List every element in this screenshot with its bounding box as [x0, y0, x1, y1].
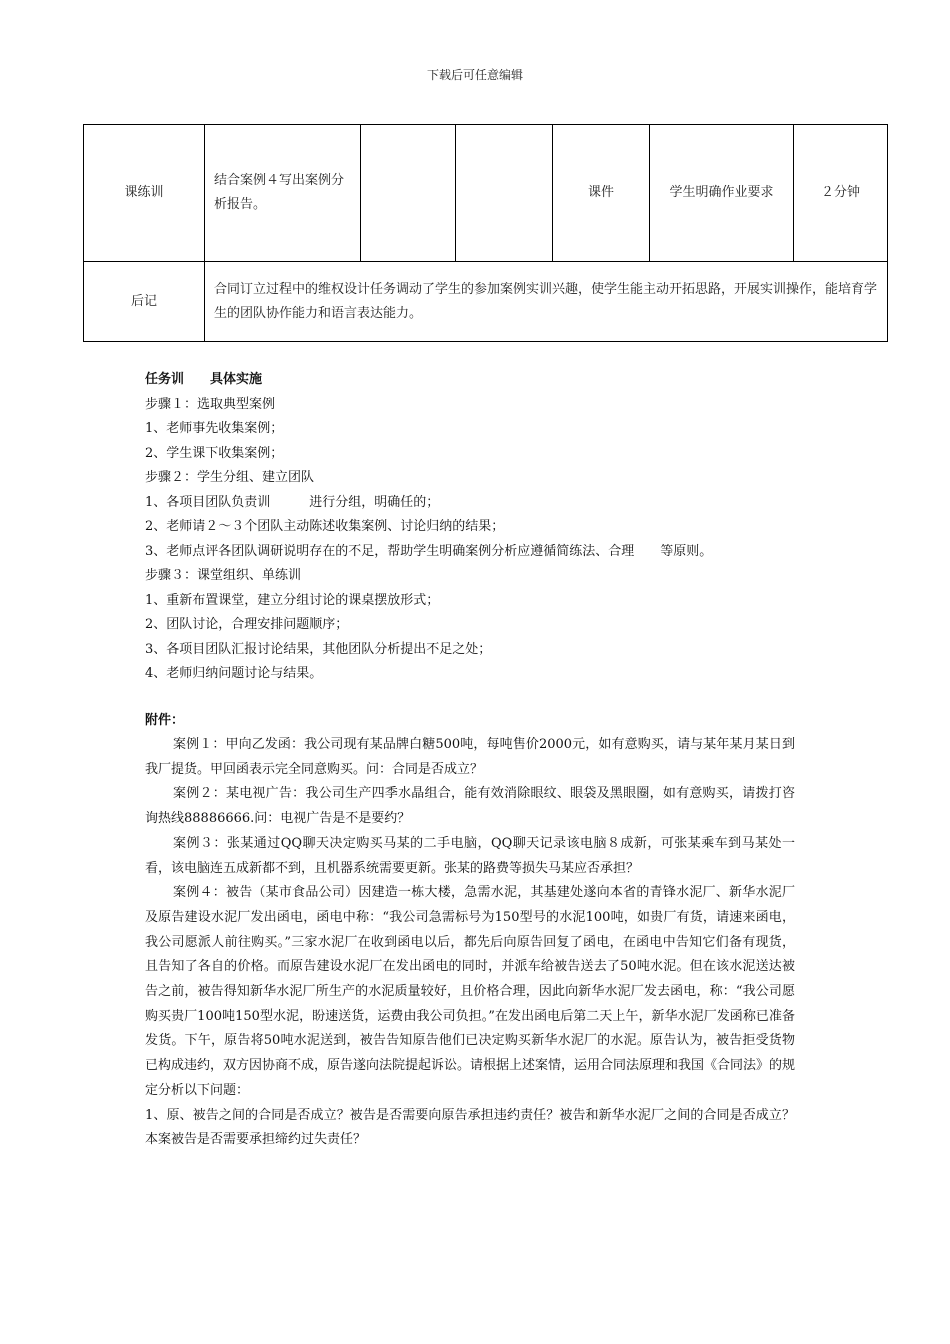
- task-step: 1、各项目团队负责训 进行分组，明确任的；: [145, 494, 440, 510]
- notes-label-cell: 后记: [84, 262, 205, 342]
- appendix-heading: 附件：: [145, 712, 185, 728]
- task-step: 4、老师归纳问题讨论与结果。: [145, 666, 323, 681]
- case-paragraph: 案例３：张某通过QQ聊天决定购买马某的二手电脑，QQ聊天记录该电脑８成新，可张某乘车到马某处一看，该电脑连五成新都不到，且机器系统需要更新。张某的路费等损失马某应否承担？: [145, 835, 795, 876]
- document-body: [145, 368, 795, 1153]
- table-row: [84, 125, 888, 262]
- requirement-cell: 学生明确作业要求: [650, 125, 794, 262]
- task-step: 2、团队讨论，合理安排问题顺序；: [145, 617, 349, 632]
- empty-cell: [456, 125, 553, 262]
- task-step: 2、学生课下收集案例；: [145, 445, 284, 461]
- task-step: 步骤１：选取典型案例: [145, 396, 276, 412]
- task-heading: 任务训 具体实施: [145, 372, 263, 387]
- task-step: 3、老师点评各团队调研说明存在的不足，帮助学生明确案例分析应遵循简练法、合理 等原则。: [145, 543, 713, 559]
- table-row: [84, 262, 888, 342]
- task-step: 1、重新布置课堂，建立分组讨论的课桌摆放形式；: [145, 592, 440, 608]
- task-description-cell: 结合案例４写出案例分析报告。: [205, 125, 361, 262]
- task-step: 3、各项目团队汇报讨论结果，其他团队分析提出不足之处；: [145, 641, 492, 657]
- task-step: 2、老师请２～３个团队主动陈述收集案例、讨论归纳的结果；: [145, 519, 505, 534]
- page-header: 下载后可任意编辑: [426, 68, 523, 82]
- task-step: 1、老师事先收集案例；: [145, 421, 284, 436]
- task-step: 步骤３：课堂组织、单练训: [145, 568, 302, 583]
- case-paragraph: 案例１：甲向乙发函：我公司现有某品牌白糖500吨，每吨售价2000元，如有意购买，请与某年某月某日到我厂提货。甲回函表示完全同意购买。问：合同是否成立？: [145, 737, 795, 777]
- task-step: 步骤２：学生分组、建立团队: [145, 470, 315, 485]
- material-cell: 课件: [553, 125, 650, 262]
- notes-text-cell: 合同订立过程中的维权设计任务调动了学生的参加案例实训兴趣，使学生能主动开拓思路，开展实训操作，能培育学生的团队协作能力和语言表达能力。: [205, 262, 888, 342]
- row-label-cell: 课练训: [84, 125, 205, 262]
- lesson-table: [83, 124, 888, 342]
- empty-cell: [361, 125, 456, 262]
- case-paragraph: 案例２：某电视广告：我公司生产四季水晶组合，能有效消除眼纹、眼袋及黑眼圈，如有意购买，请拨打咨询热线88886666.问：电视广告是不是要约？: [145, 786, 795, 827]
- question-paragraph: 1、原、被告之间的合同是否成立？被告是否需要向原告承担违约责任？被告和新华水泥厂之间的合同是否成立？本案被告是否需要承担缔约过失责任？: [145, 1107, 795, 1148]
- duration-cell: ２分钟: [794, 125, 888, 262]
- case-paragraph: 案例４：被告（某市食品公司）因建造一栋大楼，急需水泥，其基建处遂向本省的青锋水泥厂、新华水泥厂及原告建设水泥厂发出函电，函电中称：“我公司急需标号为150型号的水泥100吨，如贵厂有货，请速来函电，我公司愿派人前往购买。”三家水泥厂在收到函电以后，都先后向原告回复了函电，在函电中告知它们备有现货，且告知了各自的价格。而原告建设水泥厂在发出函电的同时，并派车给被告送去了50吨水泥。但在该水泥送达被告之前，被告得知新华水泥厂所生产的水泥质量较好，且价格合理，因此向新华水泥厂发去函电，称：“我公司愿购买贵厂100吨150型水泥，盼速送货，运费由我公司负担。”在发出函电后第二天上午，新华水泥厂发函称已准备发货。下午，原告将50吨水泥送到，被告告知原告他们已决定购买新华水泥厂的水泥。原告认为，被告拒受货物已构成违约，双方因协商不成，原告遂向法院提起诉讼。请根据上述案情，运用合同法原理和我国《合同法》的规定分析以下问题：: [145, 885, 796, 1098]
